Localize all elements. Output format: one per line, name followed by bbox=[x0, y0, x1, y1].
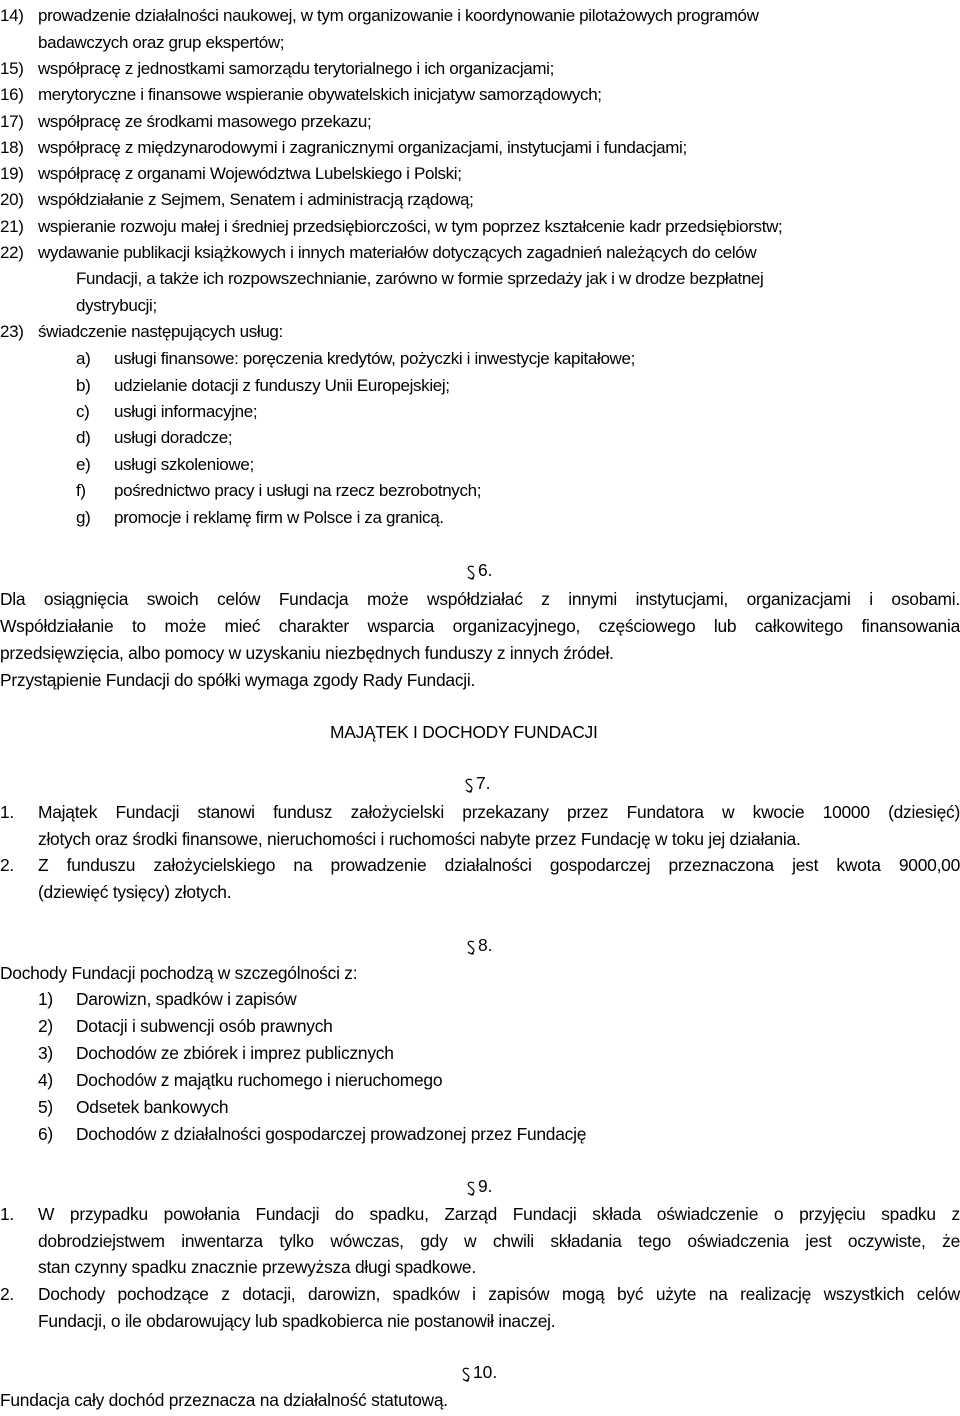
section-8-item: Darowizn, spadków i zapisów bbox=[76, 989, 297, 1009]
section-6-marker: 6. bbox=[464, 560, 493, 581]
section-6-line-3: przedsięwzięcia, albo pomocy w uzyskaniu niezbędnych funduszy z innych źródeł. bbox=[0, 643, 614, 663]
section-8-item-num: 3) bbox=[38, 1043, 53, 1063]
list-item-18-num: 18) bbox=[0, 138, 24, 157]
sublist-item: promocje i reklamę firm w Polsce i za granicą. bbox=[114, 508, 444, 527]
list-item-14-num: 14) bbox=[0, 6, 24, 25]
sublist-letter: g) bbox=[76, 508, 91, 527]
section-8-marker: 8. bbox=[464, 935, 493, 956]
section-8-item: Dochodów z działalności gospodarczej prowadzonej przez Fundację bbox=[76, 1124, 587, 1144]
list-item-22-line-1: wydawanie publikacji książkowych i innych materiałów dotyczących zagadnień należących do celów bbox=[38, 243, 757, 262]
list-item-14-line-1: prowadzenie działalności naukowej, w tym organizowanie i koordynowanie pilotażowych programów bbox=[38, 6, 759, 25]
section-8-item-num: 6) bbox=[38, 1124, 53, 1144]
section-7-item-2-line-2: (dziewięć tysięcy) złotych. bbox=[38, 882, 232, 902]
sublist-item: usługi doradcze; bbox=[114, 428, 233, 447]
section-8-item: Dochodów ze zbiórek i imprez publicznych bbox=[76, 1043, 394, 1063]
list-item-15-num: 15) bbox=[0, 59, 24, 78]
section-9-item-2-line-2: Fundacji, o ile obdarowujący lub spadkobierca nie postanowił inaczej. bbox=[38, 1311, 556, 1331]
section-heading: MAJĄTEK I DOCHODY FUNDACJI bbox=[330, 722, 598, 742]
sublist-letter: e) bbox=[76, 455, 91, 474]
section-6-line-1: Dla osiągnięcia swoich celów Fundacja może współdziałać z innymi instytucjami, organizacjami i osobami. bbox=[0, 589, 960, 609]
paragraph-sign-icon bbox=[462, 778, 476, 780]
list-item-22-line-3: dystrybucji; bbox=[76, 296, 157, 315]
list-item-15-text: współpracę z jednostkami samorządu terytorialnego i ich organizacjami; bbox=[38, 59, 554, 78]
section-10-marker: 10. bbox=[459, 1362, 497, 1383]
section-9-item-1-line-2: dobrodziejstwem inwentarza tylko wówczas, gdy w chwili składania tego oświadczenia jest oczywiste, że bbox=[38, 1231, 960, 1251]
section-8-item: Dotacji i subwencji osób prawnych bbox=[76, 1016, 333, 1036]
section-7-marker: 7. bbox=[462, 773, 491, 794]
sublist-item: usługi informacyjne; bbox=[114, 402, 258, 421]
paragraph-sign-icon bbox=[464, 940, 478, 942]
list-item-16-text: merytoryczne i finansowe wspieranie obywatelskich inicjatyw samorządowych; bbox=[38, 85, 602, 104]
sublist-item: pośrednictwo pracy i usługi na rzecz bezrobotnych; bbox=[114, 481, 482, 500]
list-item-23-num: 23) bbox=[0, 322, 24, 341]
list-item-22-num: 22) bbox=[0, 243, 24, 262]
section-7-item-2-num: 2. bbox=[0, 855, 15, 875]
section-8-item-num: 4) bbox=[38, 1070, 53, 1090]
section-8-item-num: 1) bbox=[38, 989, 53, 1009]
section-9-item-1-line-3: stan czynny spadku znacznie przewyższa długi spadkowe. bbox=[38, 1257, 476, 1277]
section-8-item: Dochodów z majątku ruchomego i nieruchomego bbox=[76, 1070, 443, 1090]
list-item-16-num: 16) bbox=[0, 85, 24, 104]
list-item-17-text: współpracę ze środkami masowego przekazu; bbox=[38, 112, 372, 131]
list-item-23-text: świadczenie następujących usług: bbox=[38, 322, 283, 341]
list-item-19-num: 19) bbox=[0, 164, 24, 183]
list-item-17-num: 17) bbox=[0, 112, 24, 131]
list-item-18-text: współpracę z międzynarodowymi i zagranicznymi organizacjami, instytucjami i fundacjami; bbox=[38, 138, 687, 157]
list-item-21-text: wspieranie rozwoju małej i średniej przedsiębiorczości, w tym poprzez kształcenie kadr przedsiębiorstw; bbox=[38, 217, 783, 236]
section-9-marker: 9. bbox=[464, 1176, 493, 1197]
section-7-item-1-line-2: złotych oraz środki finansowe, nieruchomości i ruchomości nabyte przez Fundację w toku jej działania. bbox=[38, 829, 801, 849]
list-item-21-num: 21) bbox=[0, 217, 24, 236]
section-10-text: Fundacja cały dochód przeznacza na działalność statutową. bbox=[0, 1390, 448, 1410]
paragraph-sign-icon bbox=[464, 565, 478, 567]
sublist-item: usługi finansowe: poręczenia kredytów, pożyczki i inwestycje kapitałowe; bbox=[114, 349, 635, 368]
section-6-line-2: Współdziałanie to może mieć charakter wsparcia organizacyjnego, częściowego lub całkowitego finansowania bbox=[0, 616, 960, 636]
section-8-item-num: 2) bbox=[38, 1016, 53, 1036]
section-6-extra: Przystąpienie Fundacji do spółki wymaga zgody Rady Fundacji. bbox=[0, 670, 476, 690]
section-7-item-2-line-1: Z funduszu założycielskiego na prowadzenie działalności gospodarczej przeznaczona jest kwota 9000,00 bbox=[38, 855, 960, 875]
sublist-letter: c) bbox=[76, 402, 90, 421]
list-item-20-num: 20) bbox=[0, 190, 24, 209]
list-item-22-line-2: Fundacji, a także ich rozpowszechnianie, zarówno w formie sprzedaży jak i w drodze bezpłatnej bbox=[76, 269, 764, 288]
list-item-19-text: współpracę z organami Województwa Lubelskiego i Polski; bbox=[38, 164, 462, 183]
sublist-letter: a) bbox=[76, 349, 91, 368]
sublist-letter: d) bbox=[76, 428, 91, 447]
section-7-item-1-line-1: Majątek Fundacji stanowi fundusz założycielski przekazany przez Fundatora w kwocie 10000 (dziesięć) bbox=[38, 802, 960, 822]
paragraph-sign-icon bbox=[464, 1181, 478, 1183]
section-9-item-1-num: 1. bbox=[0, 1204, 15, 1224]
section-9-item-2-line-1: Dochody pochodzące z dotacji, darowizn, spadków i zapisów mogą być użyte na realizację wszystkich celów bbox=[38, 1284, 960, 1304]
sublist-item: udzielanie dotacji z funduszy Unii Europejskiej; bbox=[114, 376, 450, 395]
paragraph-sign-icon bbox=[459, 1367, 473, 1369]
section-8-intro: Dochody Fundacji pochodzą w szczególności z: bbox=[0, 963, 358, 983]
sublist-letter: f) bbox=[76, 481, 86, 500]
section-7-item-1-num: 1. bbox=[0, 802, 15, 822]
sublist-letter: b) bbox=[76, 376, 91, 395]
section-8-item: Odsetek bankowych bbox=[76, 1097, 229, 1117]
sublist-item: usługi szkoleniowe; bbox=[114, 455, 254, 474]
section-9-item-1-line-1: W przypadku powołania Fundacji do spadku, Zarząd Fundacji składa oświadczenie o przyjęciu spadku z bbox=[38, 1204, 960, 1224]
list-item-20-text: współdziałanie z Sejmem, Senatem i administracją rządową; bbox=[38, 190, 474, 209]
list-item-14-line-2: badawczych oraz grup ekspertów; bbox=[38, 33, 285, 52]
section-8-item-num: 5) bbox=[38, 1097, 53, 1117]
section-9-item-2-num: 2. bbox=[0, 1284, 15, 1304]
